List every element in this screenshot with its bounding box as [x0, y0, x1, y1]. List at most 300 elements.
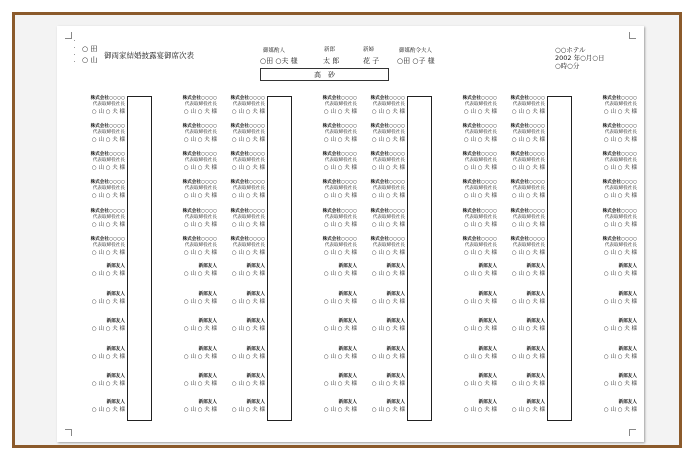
- guest-relation: 新郎友人: [526, 264, 545, 269]
- bride-name: 花 子: [363, 57, 380, 65]
- guest-position: 代表取締役社長: [604, 243, 637, 248]
- guest-name: ○ 山 ○ 夫 様: [371, 271, 405, 277]
- guest-position: 代表取締役社長: [512, 243, 545, 248]
- guest-entry: [485, 264, 545, 278]
- guest-name: ○ 山 ○ 夫 様: [603, 222, 637, 228]
- guest-entry: [345, 347, 405, 361]
- guest-company: 株式会社○○○○: [322, 124, 357, 129]
- guest-name: ○ 山 ○ 夫 様: [371, 165, 405, 171]
- guest-position: 代表取締役社長: [92, 130, 125, 135]
- guest-table: [267, 96, 292, 421]
- guest-entry: [205, 152, 265, 172]
- guest-entry: [345, 180, 405, 200]
- guest-name: ○ 山 ○ 夫 様: [91, 407, 125, 413]
- guest-entry: [577, 347, 637, 361]
- guest-name: ○ 山 ○ 夫 様: [511, 222, 545, 228]
- guest-position: 代表取締役社長: [372, 186, 405, 191]
- guest-name: ○ 山 ○ 夫 様: [463, 299, 497, 305]
- guest-name: ○ 山 ○ 夫 様: [183, 299, 217, 305]
- guest-entry: [577, 319, 637, 333]
- guest-name: ○ 山 ○ 夫 様: [91, 381, 125, 387]
- guest-relation: 新郎友人: [106, 374, 125, 379]
- guest-company: 株式会社○○○○: [90, 152, 125, 157]
- guest-position: 代表取締役社長: [464, 102, 497, 107]
- guest-position: 代表取締役社長: [324, 158, 357, 163]
- guest-relation: 新郎友人: [106, 292, 125, 297]
- guest-entry: [205, 264, 265, 278]
- guest-name: ○ 山 ○ 夫 様: [603, 407, 637, 413]
- guest-relation: 新郎友人: [106, 319, 125, 324]
- guest-company: 株式会社○○○○: [90, 180, 125, 185]
- guest-entry: [577, 96, 637, 116]
- family-name-1: ○ 田: [82, 45, 98, 53]
- guest-entry: [65, 124, 125, 144]
- guest-name: ○ 山 ○ 夫 様: [183, 407, 217, 413]
- guest-relation: 新郎友人: [478, 374, 497, 379]
- venue-date: 2002 年○月○日: [555, 54, 605, 62]
- guest-name: ○ 山 ○ 夫 様: [463, 137, 497, 143]
- guest-company: 株式会社○○○○: [322, 237, 357, 242]
- guest-company: 株式会社○○○○: [230, 180, 265, 185]
- guest-name: ○ 山 ○ 夫 様: [511, 165, 545, 171]
- guest-position: 代表取締役社長: [92, 215, 125, 220]
- guest-relation: 新郎友人: [198, 347, 217, 352]
- crop-mark-top-left: [65, 32, 72, 39]
- guest-company: 株式会社○○○○: [322, 209, 357, 214]
- guest-relation: 新郎友人: [198, 319, 217, 324]
- guest-relation: 新郎友人: [246, 319, 265, 324]
- guest-entry: [345, 209, 405, 229]
- guest-relation: 新郎友人: [198, 264, 217, 269]
- guest-entry: [345, 237, 405, 257]
- guest-entry: [577, 124, 637, 144]
- guest-name: ○ 山 ○ 夫 様: [323, 381, 357, 387]
- guest-position: 代表取締役社長: [372, 243, 405, 248]
- guest-entry: [205, 124, 265, 144]
- guest-company: 株式会社○○○○: [90, 124, 125, 129]
- guest-position: 代表取締役社長: [604, 102, 637, 107]
- guest-position: 代表取締役社長: [372, 102, 405, 107]
- guest-position: 代表取締役社長: [324, 215, 357, 220]
- guest-name: ○ 山 ○ 夫 様: [603, 165, 637, 171]
- guest-name: ○ 山 ○ 夫 様: [603, 354, 637, 360]
- guest-name: ○ 山 ○ 夫 様: [511, 354, 545, 360]
- guest-name: ○ 山 ○ 夫 様: [231, 381, 265, 387]
- guest-position: 代表取締役社長: [464, 186, 497, 191]
- guest-company: 株式会社○○○○: [370, 152, 405, 157]
- guest-table: [547, 96, 572, 421]
- guest-name: ○ 山 ○ 夫 様: [511, 137, 545, 143]
- guest-entry: [485, 292, 545, 306]
- head-table: 高 砂: [260, 68, 389, 81]
- guest-name: ○ 山 ○ 夫 様: [511, 299, 545, 305]
- guest-position: 代表取締役社長: [512, 186, 545, 191]
- guest-entry: [65, 237, 125, 257]
- guest-relation: 新郎友人: [198, 374, 217, 379]
- guest-entry: [65, 374, 125, 388]
- family-name-2: ○ 山: [82, 56, 98, 64]
- guest-relation: 新郎友人: [106, 264, 125, 269]
- guest-entry: [577, 374, 637, 388]
- guest-entry: [65, 292, 125, 306]
- guest-position: 代表取締役社長: [92, 243, 125, 248]
- guest-entry: [485, 96, 545, 116]
- guest-company: 株式会社○○○○: [230, 237, 265, 242]
- guest-relation: 新郎友人: [618, 292, 637, 297]
- guest-company: 株式会社○○○○: [230, 96, 265, 101]
- guest-position: 代表取締役社長: [92, 158, 125, 163]
- guest-entry: [345, 319, 405, 333]
- guest-entry: [577, 264, 637, 278]
- guest-entry: [65, 319, 125, 333]
- guest-company: 株式会社○○○○: [462, 124, 497, 129]
- guest-name: ○ 山 ○ 夫 様: [603, 381, 637, 387]
- guest-entry: [205, 209, 265, 229]
- guest-entry: [205, 292, 265, 306]
- guest-relation: 新郎友人: [246, 264, 265, 269]
- guest-name: ○ 山 ○ 夫 様: [603, 193, 637, 199]
- guest-position: 代表取締役社長: [184, 243, 217, 248]
- margin-dots: [74, 40, 78, 68]
- guest-name: ○ 山 ○ 夫 様: [91, 137, 125, 143]
- guest-name: ○ 山 ○ 夫 様: [323, 165, 357, 171]
- guest-name: ○ 山 ○ 夫 様: [371, 109, 405, 115]
- guest-name: ○ 山 ○ 夫 様: [91, 354, 125, 360]
- guest-position: 代表取締役社長: [232, 130, 265, 135]
- guest-company: 株式会社○○○○: [602, 237, 637, 242]
- guest-name: ○ 山 ○ 夫 様: [231, 109, 265, 115]
- guest-position: 代表取締役社長: [512, 130, 545, 135]
- crop-mark-top-right: [629, 32, 636, 39]
- guest-name: ○ 山 ○ 夫 様: [603, 250, 637, 256]
- guest-name: ○ 山 ○ 夫 様: [511, 271, 545, 277]
- guest-relation: 新郎友人: [338, 400, 357, 405]
- guest-table: [407, 96, 432, 421]
- guest-relation: 新郎友人: [106, 400, 125, 405]
- guest-name: ○ 山 ○ 夫 様: [183, 193, 217, 199]
- guest-name: ○ 山 ○ 夫 様: [91, 250, 125, 256]
- guest-company: 株式会社○○○○: [602, 124, 637, 129]
- guest-name: ○ 山 ○ 夫 様: [463, 271, 497, 277]
- guest-entry: [345, 96, 405, 116]
- guest-name: ○ 山 ○ 夫 様: [371, 354, 405, 360]
- guest-entry: [345, 400, 405, 414]
- guest-relation: 新郎友人: [478, 347, 497, 352]
- guest-name: ○ 山 ○ 夫 様: [231, 137, 265, 143]
- guest-company: 株式会社○○○○: [182, 209, 217, 214]
- guest-company: 株式会社○○○○: [510, 124, 545, 129]
- guest-position: 代表取締役社長: [232, 102, 265, 107]
- guest-entry: [345, 292, 405, 306]
- guest-name: ○ 山 ○ 夫 様: [323, 354, 357, 360]
- guest-position: 代表取締役社長: [372, 158, 405, 163]
- guest-entry: [205, 319, 265, 333]
- guest-company: 株式会社○○○○: [182, 124, 217, 129]
- guest-name: ○ 山 ○ 夫 様: [323, 250, 357, 256]
- guest-name: ○ 山 ○ 夫 様: [463, 250, 497, 256]
- guest-company: 株式会社○○○○: [230, 209, 265, 214]
- guest-name: ○ 山 ○ 夫 様: [91, 271, 125, 277]
- guest-relation: 新郎友人: [386, 319, 405, 324]
- guest-name: ○ 山 ○ 夫 様: [463, 165, 497, 171]
- guest-position: 代表取締役社長: [372, 130, 405, 135]
- document-title: 御両家結婚披露宴御席次表: [104, 51, 194, 60]
- guest-name: ○ 山 ○ 夫 様: [231, 250, 265, 256]
- guest-name: ○ 山 ○ 夫 様: [323, 326, 357, 332]
- matchmaker-wife-label: 御媒酌令夫人: [399, 48, 433, 54]
- matchmaker-name: ○田 ○夫 様: [260, 57, 298, 65]
- guest-company: 株式会社○○○○: [370, 237, 405, 242]
- guest-name: ○ 山 ○ 夫 様: [91, 165, 125, 171]
- guest-relation: 新郎友人: [478, 400, 497, 405]
- guest-company: 株式会社○○○○: [510, 237, 545, 242]
- venue-time: ○時○分: [555, 62, 580, 70]
- guest-position: 代表取締役社長: [512, 215, 545, 220]
- guest-position: 代表取締役社長: [184, 102, 217, 107]
- guest-relation: 新郎友人: [246, 292, 265, 297]
- guest-company: 株式会社○○○○: [602, 152, 637, 157]
- guest-name: ○ 山 ○ 夫 様: [183, 381, 217, 387]
- guest-company: 株式会社○○○○: [510, 209, 545, 214]
- guest-name: ○ 山 ○ 夫 様: [231, 222, 265, 228]
- guest-position: 代表取締役社長: [324, 186, 357, 191]
- guest-entry: [577, 152, 637, 172]
- guest-name: ○ 山 ○ 夫 様: [231, 165, 265, 171]
- guest-relation: 新郎友人: [526, 347, 545, 352]
- guest-name: ○ 山 ○ 夫 様: [603, 326, 637, 332]
- guest-name: ○ 山 ○ 夫 様: [511, 193, 545, 199]
- guest-entry: [345, 374, 405, 388]
- guest-entry: [345, 152, 405, 172]
- guest-entry: [485, 152, 545, 172]
- guest-relation: 新郎友人: [526, 292, 545, 297]
- guest-company: 株式会社○○○○: [322, 152, 357, 157]
- groom-name: 太 郎: [323, 57, 340, 65]
- guest-position: 代表取締役社長: [324, 130, 357, 135]
- guest-company: 株式会社○○○○: [510, 96, 545, 101]
- guest-position: 代表取締役社長: [232, 186, 265, 191]
- guest-name: ○ 山 ○ 夫 様: [371, 137, 405, 143]
- guest-name: ○ 山 ○ 夫 様: [183, 165, 217, 171]
- guest-relation: 新郎友人: [618, 319, 637, 324]
- guest-relation: 新郎友人: [478, 264, 497, 269]
- guest-name: ○ 山 ○ 夫 様: [91, 326, 125, 332]
- guest-entry: [65, 152, 125, 172]
- guest-company: 株式会社○○○○: [602, 96, 637, 101]
- guest-relation: 新郎友人: [338, 319, 357, 324]
- guest-name: ○ 山 ○ 夫 様: [91, 193, 125, 199]
- guest-name: ○ 山 ○ 夫 様: [231, 407, 265, 413]
- guest-position: 代表取締役社長: [92, 102, 125, 107]
- groom-label: 新郎: [324, 47, 336, 53]
- guest-name: ○ 山 ○ 夫 様: [183, 222, 217, 228]
- guest-position: 代表取締役社長: [92, 186, 125, 191]
- guest-company: 株式会社○○○○: [90, 237, 125, 242]
- guest-entry: [485, 237, 545, 257]
- guest-relation: 新郎友人: [338, 374, 357, 379]
- guest-relation: 新郎友人: [526, 319, 545, 324]
- guest-entry: [65, 209, 125, 229]
- guest-relation: 新郎友人: [338, 264, 357, 269]
- guest-position: 代表取締役社長: [464, 158, 497, 163]
- document-page: [57, 26, 644, 442]
- guest-entry: [205, 96, 265, 116]
- guest-relation: 新郎友人: [246, 347, 265, 352]
- crop-mark-bottom-right: [629, 429, 636, 436]
- guest-name: ○ 山 ○ 夫 様: [323, 271, 357, 277]
- guest-name: ○ 山 ○ 夫 様: [511, 381, 545, 387]
- guest-position: 代表取締役社長: [232, 243, 265, 248]
- guest-relation: 新郎友人: [526, 374, 545, 379]
- guest-company: 株式会社○○○○: [462, 180, 497, 185]
- guest-table: [127, 96, 152, 421]
- guest-company: 株式会社○○○○: [462, 237, 497, 242]
- guest-name: ○ 山 ○ 夫 様: [323, 137, 357, 143]
- guest-name: ○ 山 ○ 夫 様: [463, 222, 497, 228]
- guest-position: 代表取締役社長: [464, 243, 497, 248]
- guest-company: 株式会社○○○○: [462, 209, 497, 214]
- guest-entry: [485, 374, 545, 388]
- guest-company: 株式会社○○○○: [370, 209, 405, 214]
- guest-entry: [345, 264, 405, 278]
- guest-entry: [205, 347, 265, 361]
- matchmaker-wife-name: ○田 ○子 様: [397, 57, 435, 65]
- guest-relation: 新郎友人: [618, 374, 637, 379]
- guest-name: ○ 山 ○ 夫 様: [511, 326, 545, 332]
- guest-company: 株式会社○○○○: [602, 209, 637, 214]
- guest-relation: 新郎友人: [246, 400, 265, 405]
- guest-name: ○ 山 ○ 夫 様: [323, 222, 357, 228]
- guest-entry: [577, 400, 637, 414]
- guest-name: ○ 山 ○ 夫 様: [231, 354, 265, 360]
- guest-position: 代表取締役社長: [604, 130, 637, 135]
- guest-position: 代表取締役社長: [512, 158, 545, 163]
- guest-entry: [65, 96, 125, 116]
- guest-entry: [485, 400, 545, 414]
- guest-name: ○ 山 ○ 夫 様: [323, 299, 357, 305]
- guest-position: 代表取締役社長: [324, 102, 357, 107]
- guest-relation: 新郎友人: [338, 292, 357, 297]
- guest-name: ○ 山 ○ 夫 様: [603, 271, 637, 277]
- guest-position: 代表取締役社長: [184, 130, 217, 135]
- guest-position: 代表取締役社長: [184, 186, 217, 191]
- guest-name: ○ 山 ○ 夫 様: [603, 109, 637, 115]
- guest-name: ○ 山 ○ 夫 様: [511, 109, 545, 115]
- guest-company: 株式会社○○○○: [230, 152, 265, 157]
- venue-hotel: ○○ホテル: [555, 46, 586, 54]
- guest-name: ○ 山 ○ 夫 様: [463, 193, 497, 199]
- guest-entry: [577, 180, 637, 200]
- crop-mark-bottom-left: [65, 429, 72, 436]
- guest-name: ○ 山 ○ 夫 様: [603, 299, 637, 305]
- guest-name: ○ 山 ○ 夫 様: [463, 326, 497, 332]
- guest-relation: 新郎友人: [618, 264, 637, 269]
- guest-name: ○ 山 ○ 夫 様: [463, 354, 497, 360]
- guest-company: 株式会社○○○○: [182, 237, 217, 242]
- guest-position: 代表取締役社長: [512, 102, 545, 107]
- guest-position: 代表取締役社長: [604, 158, 637, 163]
- guest-company: 株式会社○○○○: [90, 96, 125, 101]
- guest-company: 株式会社○○○○: [370, 180, 405, 185]
- guest-name: ○ 山 ○ 夫 様: [371, 250, 405, 256]
- guest-relation: 新郎友人: [386, 264, 405, 269]
- guest-position: 代表取締役社長: [184, 158, 217, 163]
- guest-name: ○ 山 ○ 夫 様: [231, 299, 265, 305]
- guest-entry: [345, 124, 405, 144]
- guest-relation: 新郎友人: [198, 292, 217, 297]
- guest-entry: [65, 400, 125, 414]
- guest-entry: [205, 180, 265, 200]
- guest-name: ○ 山 ○ 夫 様: [371, 407, 405, 413]
- guest-relation: 新郎友人: [386, 400, 405, 405]
- bride-label: 新婦: [363, 47, 375, 53]
- guest-entry: [485, 124, 545, 144]
- guest-name: ○ 山 ○ 夫 様: [183, 250, 217, 256]
- guest-company: 株式会社○○○○: [182, 96, 217, 101]
- guest-company: 株式会社○○○○: [462, 152, 497, 157]
- guest-name: ○ 山 ○ 夫 様: [323, 193, 357, 199]
- guest-company: 株式会社○○○○: [602, 180, 637, 185]
- guest-company: 株式会社○○○○: [182, 152, 217, 157]
- guest-name: ○ 山 ○ 夫 様: [183, 354, 217, 360]
- guest-entry: [485, 180, 545, 200]
- guest-company: 株式会社○○○○: [182, 180, 217, 185]
- guest-name: ○ 山 ○ 夫 様: [371, 326, 405, 332]
- guest-name: ○ 山 ○ 夫 様: [231, 271, 265, 277]
- guest-name: ○ 山 ○ 夫 様: [231, 326, 265, 332]
- guest-company: 株式会社○○○○: [462, 96, 497, 101]
- guest-relation: 新郎友人: [386, 347, 405, 352]
- guest-company: 株式会社○○○○: [510, 180, 545, 185]
- guest-name: ○ 山 ○ 夫 様: [183, 326, 217, 332]
- guest-name: ○ 山 ○ 夫 様: [231, 193, 265, 199]
- guest-entry: [485, 209, 545, 229]
- guest-name: ○ 山 ○ 夫 様: [323, 109, 357, 115]
- guest-relation: 新郎友人: [478, 319, 497, 324]
- guest-entry: [65, 180, 125, 200]
- guest-name: ○ 山 ○ 夫 様: [603, 137, 637, 143]
- guest-name: ○ 山 ○ 夫 様: [91, 109, 125, 115]
- guest-entry: [485, 347, 545, 361]
- guest-relation: 新郎友人: [246, 374, 265, 379]
- guest-name: ○ 山 ○ 夫 様: [463, 109, 497, 115]
- guest-entry: [577, 237, 637, 257]
- guest-company: 株式会社○○○○: [90, 209, 125, 214]
- guest-name: ○ 山 ○ 夫 様: [371, 299, 405, 305]
- guest-relation: 新郎友人: [106, 347, 125, 352]
- guest-company: 株式会社○○○○: [322, 180, 357, 185]
- guest-entry: [205, 400, 265, 414]
- guest-name: ○ 山 ○ 夫 様: [463, 407, 497, 413]
- guest-position: 代表取締役社長: [604, 186, 637, 191]
- guest-entry: [485, 319, 545, 333]
- guest-name: ○ 山 ○ 夫 様: [91, 222, 125, 228]
- guest-position: 代表取締役社長: [324, 243, 357, 248]
- guest-company: 株式会社○○○○: [370, 124, 405, 129]
- guest-name: ○ 山 ○ 夫 様: [183, 271, 217, 277]
- guest-entry: [577, 209, 637, 229]
- guest-position: 代表取締役社長: [232, 158, 265, 163]
- guest-entry: [205, 374, 265, 388]
- guest-position: 代表取締役社長: [372, 215, 405, 220]
- guest-name: ○ 山 ○ 夫 様: [463, 381, 497, 387]
- guest-company: 株式会社○○○○: [370, 96, 405, 101]
- guest-position: 代表取締役社長: [232, 215, 265, 220]
- guest-relation: 新郎友人: [526, 400, 545, 405]
- guest-position: 代表取締役社長: [464, 215, 497, 220]
- guest-relation: 新郎友人: [478, 292, 497, 297]
- guest-entry: [577, 292, 637, 306]
